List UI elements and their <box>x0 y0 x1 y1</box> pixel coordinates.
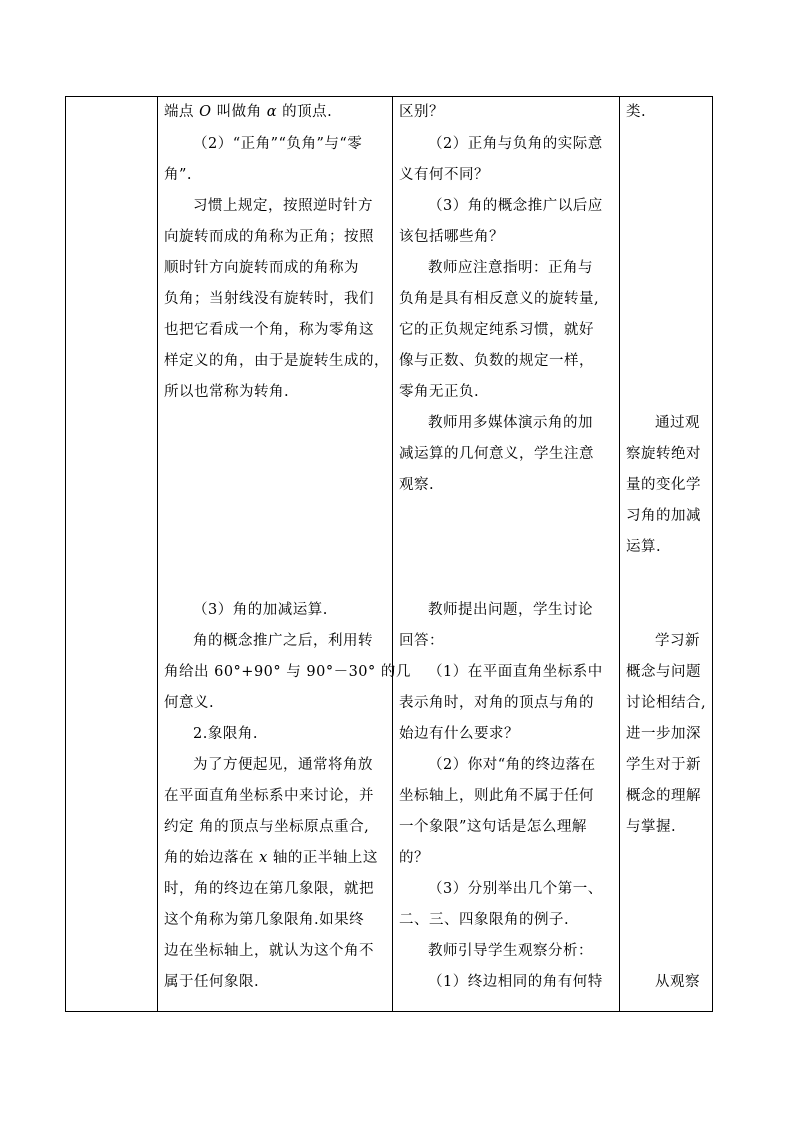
text-line: （3）角的概念推广以后应 <box>428 198 603 214</box>
text-line: 二、三、四象限角的例子. <box>399 912 570 928</box>
text-line: 始边有什么要求？ <box>399 726 519 742</box>
text-line: 习惯上规定，按照逆时针方 <box>193 198 373 214</box>
text-line: 端点 O 叫做角 α 的顶点. <box>164 104 333 120</box>
text-line: 边在坐标轴上，就认为这个角不 <box>164 943 374 959</box>
purpose-column-cell <box>620 97 713 1012</box>
text-line: 通过观 <box>655 415 700 431</box>
lesson-plan-table <box>65 96 713 1012</box>
text-line: 概念的理解 <box>626 788 701 804</box>
text-line: 顺时针方向旋转而成的角称为 <box>164 260 359 276</box>
text-line: 约定 角的顶点与坐标原点重合, <box>164 819 370 835</box>
text-line: 角给出 60°+90° 与 90°－30° 的几 <box>164 664 411 680</box>
text-line: 教师提出问题，学生讨论 <box>428 602 593 618</box>
text-line: 负角是具有相反意义的旋转量, <box>399 291 600 307</box>
text-line: 何意义. <box>164 695 215 711</box>
text-line: （2）你对“角的终边落在 <box>428 757 596 773</box>
text-line: 角”. <box>164 167 193 183</box>
text-line: 向旋转而成的角称为正角；按照 <box>164 229 374 245</box>
section-heading: 2.象限角. <box>193 726 258 742</box>
text-line: 概念与问题 <box>626 664 701 680</box>
text-line: 的？ <box>399 850 429 866</box>
text-line: （3）分别举出几个第一、 <box>428 881 603 897</box>
text-line: 讨论相结合, <box>626 695 707 711</box>
text-line: 在平面直角坐标系中来讨论，并 <box>164 788 374 804</box>
text-line: 为了方便起见，通常将角放 <box>193 757 373 773</box>
text-line: 负角；当射线没有旋转时，我们 <box>164 291 374 307</box>
text-line: 坐标轴上，则此角不属于任何 <box>399 788 594 804</box>
text-line: （2）“正角”“负角”与“零 <box>193 136 363 152</box>
text-line: 属于任何象限. <box>164 974 260 990</box>
text-line: 像与正数、负数的规定一样， <box>399 353 594 369</box>
text-line: 教师应注意指明：正角与 <box>428 260 593 276</box>
text-line: 习角的加减 <box>626 508 701 524</box>
text-line: 进一步加深 <box>626 726 701 742</box>
text-line: 量的变化学 <box>626 477 701 493</box>
text-line: 一个象限”这句话是怎么理解 <box>399 819 587 835</box>
text-line: 学生对于新 <box>626 757 701 773</box>
text-line: 类. <box>626 104 647 120</box>
text-line: 回答： <box>399 633 444 649</box>
text-line: 教师引导学生观察分析： <box>428 943 593 959</box>
table-row <box>66 97 713 1012</box>
text-line: （3）角的加减运算. <box>193 602 328 618</box>
text-line: 与掌握. <box>626 819 677 835</box>
content-column-cell <box>158 97 411 1012</box>
text-line: 运算. <box>626 539 662 555</box>
text-line: 教师用多媒体演示角的加 <box>428 415 593 431</box>
text-line: 义有何不同？ <box>399 167 489 183</box>
text-line: 角的始边落在 x 轴的正半轴上这 <box>164 850 378 866</box>
text-line: 角的概念推广之后，利用转 <box>193 633 373 649</box>
text-line: 减运算的几何意义，学生注意 <box>399 446 594 462</box>
text-line: 表示角时，对角的顶点与角的 <box>399 695 594 711</box>
text-line: 零角无正负. <box>399 384 480 400</box>
text-line: 它的正负规定纯系习惯，就好 <box>399 322 594 338</box>
text-line: （1）在平面直角坐标系中 <box>428 664 603 680</box>
text-line: 时，角的终边在第几象限，就把 <box>164 881 374 897</box>
text-line: 所以也常称为转角. <box>164 384 290 400</box>
text-line: 观察. <box>399 477 435 493</box>
text-line: （1）终边相同的角有何特 <box>428 974 603 990</box>
text-line: 也把它看成一个角，称为零角这 <box>164 322 374 338</box>
text-line: 区别？ <box>399 104 444 120</box>
text-line: 学习新 <box>655 633 700 649</box>
text-line: （2）正角与负角的实际意 <box>428 136 603 152</box>
text-line: 从观察 <box>655 974 700 990</box>
text-line: 该包括哪些角？ <box>399 229 504 245</box>
text-line: 这个角称为第几象限角.如果终 <box>164 912 365 928</box>
stage-column-cell <box>66 97 158 1012</box>
activity-column-cell <box>393 97 620 1012</box>
text-line: 样定义的角，由于是旋转生成的， <box>164 353 389 369</box>
text-line: 察旋转绝对 <box>626 446 701 462</box>
